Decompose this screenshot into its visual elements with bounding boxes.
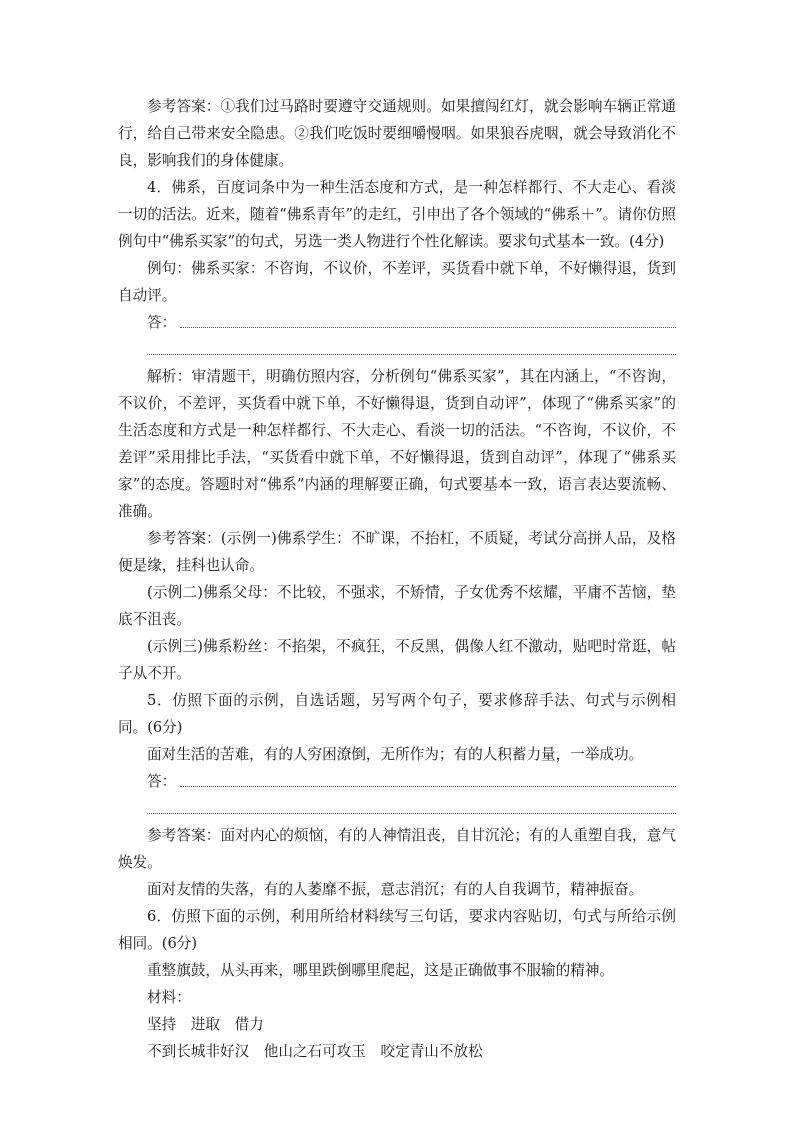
question-5-answer-line[interactable] [118, 768, 676, 795]
question-4-answer-line[interactable] [118, 309, 676, 336]
question-4-example: 例句：佛系买家：不咨询，不议价，不差评，买货看中就下单，不好懒得退，货到自动评。 [118, 260, 676, 304]
question-4-reference-b: (示例二)佛系父母：不比较，不强求，不矫情，子女优秀不炫耀，平庸不苦恼，垫底不沮丧。 [118, 584, 676, 628]
question-6-example: 重整旗鼓，从头再来，哪里跌倒哪里爬起，这是正确做事不服输的精神。 [147, 962, 615, 979]
question-5-example: 面对生活的苦难，有的人穷困潦倒，无所作为；有的人积蓄力量，一举成功。 [147, 746, 644, 763]
question-4-reference-a: 参考答案：(示例一)佛系学生：不旷课，不抬杠，不质疑，考试分高拼人品，及格便是缘，挂科也认命。 [118, 530, 676, 574]
material-words: 坚持 进取 借力 [147, 1016, 264, 1033]
question-4-analysis: 解析：审清题干，明确仿照内容，分析例句“佛系买家”，其在内涵上，“不咨询，不议价，不差评，买货看中就下单，不好懒得退，货到自动评”，体现了“佛系买家”的生活态度和方式是一种怎样都行、不大走心、看淡一切的活法。“不咨询，不议价，不差评”采用排比手法，“买货看中就下单，不好懒得退，货到自动评”，体现了“佛系买家”的态度。答题时对“佛系”内涵的理解要正确，句式要基本一致，语言表达要流畅、准确。 [118, 368, 676, 520]
material-label: 材料： [147, 989, 191, 1006]
answer-label: 答： [147, 773, 177, 790]
question-5: 5．仿照下面的示例，自选话题，另写两个句子，要求修辞手法、句式与示例相同。(6分) [118, 692, 676, 736]
dotted-answer-rule [180, 786, 676, 787]
question-4: 4．佛系，百度词条中为一种生活态度和方式，是一种怎样都行、不大走心、看淡一切的活法。近来，随着“佛系青年”的走红，引申出了各个领域的“佛系＋”。请你仿照例句中“佛系买家”的句式，另选一类人物进行个性化解读。要求句式基本一致。(4分) [118, 179, 676, 250]
dotted-answer-rule-2[interactable] [147, 795, 676, 822]
document-page [118, 93, 676, 1065]
question-5-reference-a: 参考答案：面对内心的烦恼，有的人神情沮丧，自甘沉沦；有的人重塑自我，意气焕发。 [118, 827, 676, 871]
reference-answer-3: 参考答案：①我们过马路时要遵守交通规则。如果擅闯红灯，就会影响车辆正常通行，给自己带来安全隐患。②我们吃饭时要细嚼慢咽。如果狼吞虎咽，就会导致消化不良，影响我们的身体健康。 [118, 98, 676, 169]
dotted-answer-rule-2[interactable] [147, 336, 676, 363]
answer-label: 答： [147, 314, 177, 331]
question-6: 6．仿照下面的示例，利用所给材料续写三句话，要求内容贴切，句式与所给示例相同。(6分) [118, 908, 676, 952]
question-5-reference-b: 面对友情的失落，有的人萎靡不振，意志消沉；有的人自我调节，精神振奋。 [147, 881, 644, 898]
dotted-answer-rule [180, 327, 676, 328]
question-4-reference-c: (示例三)佛系粉丝：不掐架，不疯狂，不反黑，偶像人红不激动，贴吧时常逛，帖子从不开。 [118, 638, 676, 682]
material-phrases: 不到长城非好汉 他山之石可攻玉 咬定青山不放松 [147, 1043, 483, 1060]
